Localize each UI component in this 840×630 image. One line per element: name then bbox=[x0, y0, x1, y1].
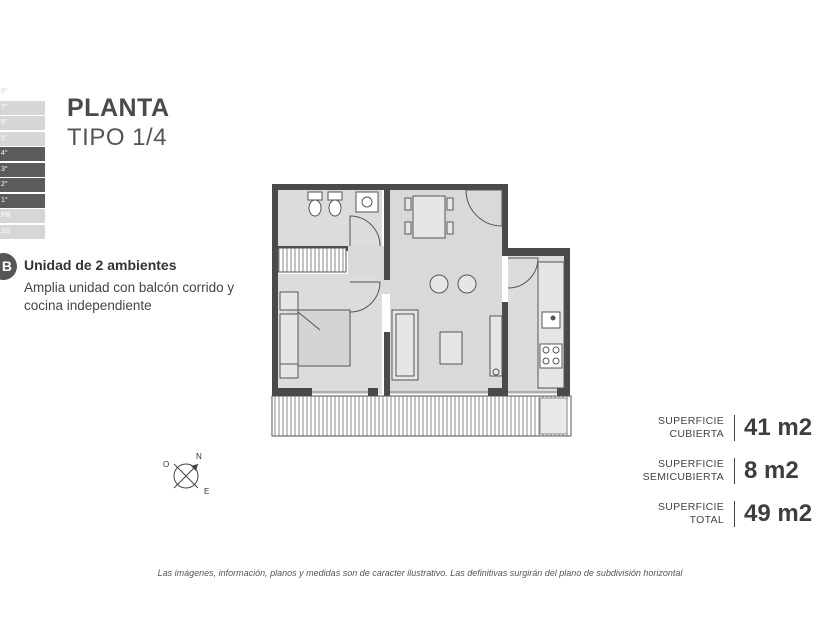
disclaimer: Las imágenes, información, planos y medidas son de caracter ilustrativo. Las definitivas surgirán del plano de subdivisión horizontal bbox=[157, 568, 683, 578]
unit-badge: B bbox=[0, 253, 17, 280]
area-label-line1: SUPERFICIE bbox=[657, 501, 724, 513]
floor-2[interactable]: 2° bbox=[0, 178, 45, 192]
page-title: PLANTA bbox=[67, 94, 170, 122]
page-subtitle: TIPO 1/4 bbox=[67, 124, 168, 151]
balcony bbox=[272, 396, 571, 436]
compass bbox=[160, 450, 220, 500]
area-label-line2: TOTAL bbox=[689, 514, 724, 526]
area-divider bbox=[734, 501, 735, 527]
unit-description: Amplia unidad con balcón corrido y cocina independiente bbox=[24, 280, 235, 313]
floor-6[interactable]: 6° bbox=[0, 116, 45, 130]
floor-7[interactable]: 7° bbox=[0, 101, 45, 115]
floor-ss[interactable]: SS bbox=[0, 225, 45, 239]
area-label-line1: SUPERFICIE bbox=[657, 458, 724, 470]
area-value: 8 m2 bbox=[744, 457, 799, 484]
area-label-line2: CUBIERTA bbox=[669, 428, 724, 440]
floor-8[interactable]: 8° bbox=[0, 85, 45, 99]
area-label-line1: SUPERFICIE bbox=[657, 415, 724, 427]
compass-e: E bbox=[204, 487, 210, 496]
area-total bbox=[658, 500, 820, 528]
floor-index bbox=[0, 85, 45, 240]
area-divider bbox=[734, 458, 735, 484]
floor-4[interactable]: 4° bbox=[0, 147, 45, 161]
floor-5[interactable]: 5° bbox=[0, 132, 45, 146]
floor-plan bbox=[270, 182, 575, 444]
compass-o: O bbox=[163, 460, 170, 469]
area-value: 41 m2 bbox=[744, 414, 813, 441]
compass-n: N bbox=[196, 452, 202, 461]
area-divider bbox=[734, 415, 735, 441]
area-cubierta bbox=[658, 414, 820, 442]
area-value: 49 m2 bbox=[744, 500, 813, 527]
unit-title: Unidad de 2 ambientes bbox=[24, 257, 177, 273]
area-semicubierta bbox=[643, 457, 820, 485]
floor-1[interactable]: 1° bbox=[0, 194, 45, 208]
area-label-line2: SEMICUBIERTA bbox=[642, 471, 724, 483]
floor-pb[interactable]: PB bbox=[0, 209, 45, 223]
floor-3[interactable]: 3° bbox=[0, 163, 45, 177]
